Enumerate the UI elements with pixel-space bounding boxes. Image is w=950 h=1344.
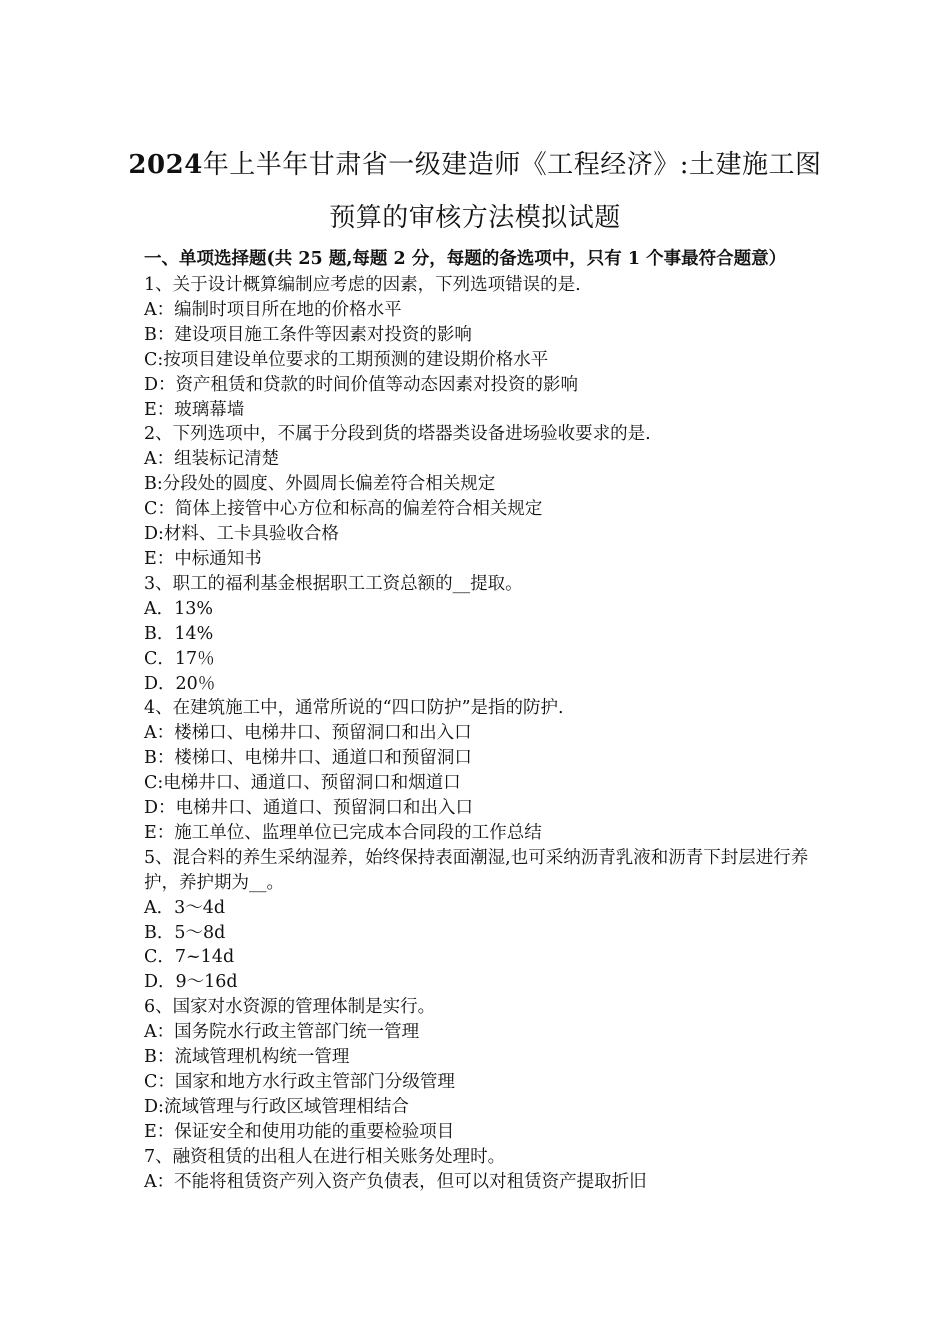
option-line: D：电梯井口、通道口、预留洞口和出入口 [144, 798, 474, 819]
option-line: E：玻璃幕墙 [144, 399, 245, 420]
option-line: B：楼梯口、电梯井口、通道口和预留洞口 [144, 748, 472, 769]
option-line: D：资产租赁和贷款的时间价值等动态因素对投资的影响 [144, 374, 579, 395]
option-line: C．7~14d [144, 947, 235, 968]
option-line: C：简体上接管中心方位和标高的偏差符合相关规定 [144, 499, 543, 520]
question-3: 3、职工的福利基金根据职工工资总额的__提取。 [144, 573, 523, 594]
question-1: 1、关于设计概算编制应考虑的因素，下列选项错误的是. [144, 275, 581, 295]
title-year: 2024 [128, 150, 203, 180]
option-line: D:流域管理与行政区域管理相结合 [144, 1096, 409, 1117]
document-title-line-2: 预算的审核方法模拟试题 [329, 203, 621, 233]
option-line: D．20％ [144, 673, 216, 694]
option-line: A：编制时项目所在地的价格水平 [144, 299, 402, 320]
option-line: B．14% [144, 623, 214, 644]
question-2: 2、下列选项中，不属于分段到货的塔器类设备进场验收要求的是. [144, 424, 651, 445]
option-line: E：保证安全和使用功能的重要检验项目 [144, 1121, 455, 1142]
option-line: A．3～4d [144, 897, 226, 918]
question-6: 6、国家对水资源的管理体制是实行。 [144, 997, 436, 1018]
option-line: B:分段处的圆度、外圆周长偏差符合相关规定 [144, 474, 496, 495]
option-line: D:材料、工卡具验收合格 [144, 524, 339, 545]
option-line: A：不能将租赁资产列入资产负债表，但可以对租赁资产提取折旧 [144, 1171, 647, 1192]
section-heading: 一、单项选择题(共 25 题,每题 2 分，每题的备选项中，只有 1 个事最符合题意） [144, 249, 787, 269]
question-4: 4、在建筑施工中，通常所说的“四口防护”是指的防护. [144, 698, 564, 719]
option-line: A：楼梯口、电梯井口、预留洞口和出入口 [144, 723, 472, 744]
option-line: B：流域管理机构统一管理 [144, 1047, 350, 1068]
option-line: D．9～16d [144, 972, 238, 993]
option-line: E：中标通知书 [144, 548, 262, 569]
question-5: 5、混合料的养生采纳湿养，始终保持表面潮湿,也可采纳沥青乳液和沥青下封层进行养护，养护期为__。 [144, 847, 809, 893]
title-text: 年上半年甘肃省一级建造师《工程经济》:土建施工图 [202, 150, 822, 180]
option-line: B．5～8d [144, 922, 226, 943]
option-line: A．13% [144, 598, 214, 619]
option-line: A：国务院水行政主管部门统一管理 [144, 1022, 420, 1043]
document-title-line-1 [0, 150, 950, 180]
question-7: 7、融资租赁的出租人在进行相关账务处理时。 [144, 1146, 506, 1167]
option-line: C：国家和地方水行政主管部门分级管理 [144, 1072, 455, 1092]
option-line: B：建设项目施工条件等因素对投资的影响 [144, 324, 472, 345]
option-line: C．17％ [144, 648, 215, 669]
option-line: E：施工单位、监理单位已完成本合同段的工作总结 [144, 822, 542, 843]
question-body [144, 247, 814, 1195]
option-line: C:按项目建设单位要求的工期预测的建设期价格水平 [144, 349, 549, 370]
option-line: C:电梯井口、通道口、预留洞口和烟道口 [144, 773, 461, 794]
option-line: A：组装标记清楚 [144, 449, 280, 470]
